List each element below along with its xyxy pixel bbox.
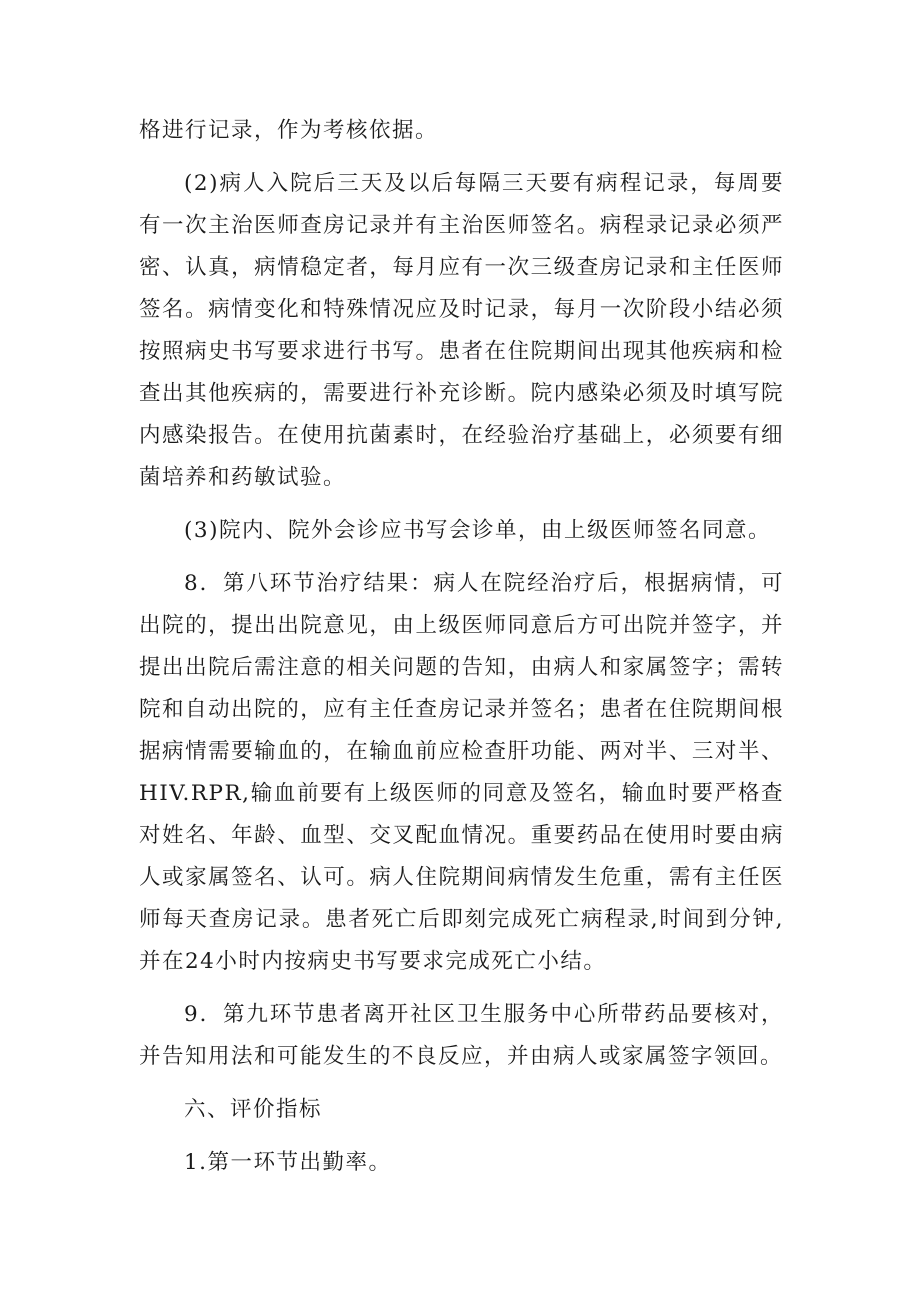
paragraph-section-8: 8．第八环节治疗结果：病人在院经治疗后，根据病情，可出院的，提出出院意见，由上级医师同意后方可出院并签字，并提出出院后需注意的相关问题的告知，由病人和家属签字；需转院和自动出院的，应有主任查房记录并签名；患者在住院期间根据病情需要输血的，在输血前应检查肝功能、两对半、三对半、HIV.RPR,输血前要有上级医师的同意及签名，输血时要严格查对姓名、年龄、血型、交叉配血情况。重要药品在使用时要由病人或家属签名、认可。病人住院期间病情发生危重，需有主任医师每天查房记录。患者死亡后即刻完成死亡病程录,时间到分钟,并在24小时内按病史书写要求完成死亡小结。 [139,571,784,974]
heading-evaluation-indicators: 六、评价指标 [184,1097,323,1122]
paragraph-item-2: (2)病人入院后三天及以后每隔三天要有病程记录，每周要有一次主治医师查房记录并有主治医师签名。病程录记录必须严密、认真，病情稳定者，每月应有一次三级查房记录和主任医师签名。病情变化和特殊情况应及时记录，每月一次阶段小结必须按照病史书写要求进行书写。患者在住院期间出现其他疾病和检查出其他疾病的，需要进行补充诊断。院内感染必须及时填写院内感染报告。在使用抗菌素时，在经验治疗基础上，必须要有细菌培养和药敏试验。 [139,171,784,490]
paragraph-section-9: 9．第九环节患者离开社区卫生服务中心所带药品要核对，并告知用法和可能发生的不良反应，并由病人或家属签字领回。 [139,1002,784,1069]
paragraph-indicator-1: 1.第一环节出勤率。 [184,1150,392,1175]
document-body [139,110,784,1195]
paragraph-continuation: 格进行记录，作为考核依据。 [139,118,439,143]
paragraph-item-3: (3)院内、院外会诊应书写会诊单，由上级医师签名同意。 [184,518,771,543]
